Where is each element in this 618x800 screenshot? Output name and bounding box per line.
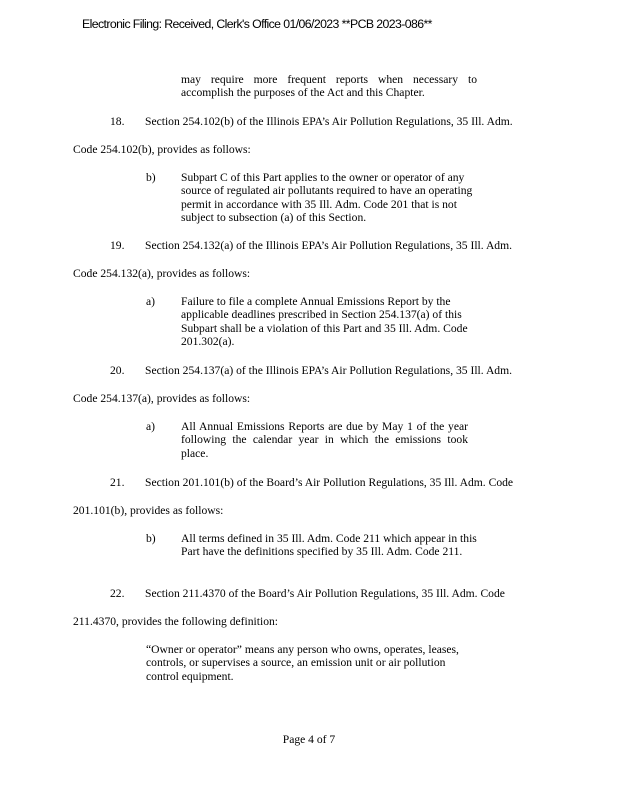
paragraph-number: 18.: [110, 115, 125, 128]
page-number: Page 4 of 7: [282, 733, 336, 746]
paragraph-line: 201.101(b), provides as follows:: [73, 504, 224, 517]
paragraph-line: 211.4370, provides the following definition:: [73, 615, 279, 628]
paragraph-line: Code 254.132(a), provides as follows:: [73, 267, 251, 280]
paragraph-line: Section 201.101(b) of the Board’s Air Pollution Regulations, 35 Ill. Adm. Code: [145, 476, 514, 489]
quote-block: Subpart C of this Part applies to the owner or operator of any source of regulated air pollutants required to have an operating permit in accordance with 35 Ill. Adm. Code 201 that is not subject to subsection (a) of this Section.: [181, 171, 473, 225]
quote-continuation: may require more frequent reports when necessary to accomplish the purposes of the Act and this Chapter.: [181, 73, 477, 100]
quote-label: b): [146, 532, 156, 545]
quote-block: “Owner or operator” means any person who owns, operates, leases, controls, or supervises a source, an emission unit or air pollution control equipment.: [146, 643, 459, 683]
filing-header: Electronic Filing: Received, Clerk's Office 01/06/2023 **PCB 2023-086**: [82, 17, 432, 31]
quote-block: All Annual Emissions Reports are due by May 1 of the year following the calendar year in which the emissions took place.: [181, 420, 468, 460]
quote-block: Failure to file a complete Annual Emissions Report by the applicable deadlines prescribed in Section 254.137(a) of this Subpart shall be a violation of this Part and 35 Ill. Adm. Code 201.302(a).: [181, 295, 468, 349]
paragraph-line: Code 254.137(a), provides as follows:: [73, 392, 251, 405]
paragraph-line: Code 254.102(b), provides as follows:: [73, 143, 251, 156]
paragraph-line: Section 254.132(a) of the Illinois EPA’s Air Pollution Regulations, 35 Ill. Adm.: [145, 239, 513, 252]
paragraph-number: 19.: [110, 239, 125, 252]
paragraph-number: 20.: [110, 364, 125, 377]
paragraph-line: Section 254.137(a) of the Illinois EPA’s Air Pollution Regulations, 35 Ill. Adm.: [145, 364, 513, 377]
quote-label: a): [146, 295, 156, 308]
paragraph-line: Section 254.102(b) of the Illinois EPA’s Air Pollution Regulations, 35 Ill. Adm.: [145, 115, 513, 128]
quote-label: b): [146, 171, 156, 184]
paragraph-line: Section 211.4370 of the Board’s Air Pollution Regulations, 35 Ill. Adm. Code: [145, 587, 505, 600]
paragraph-number: 21.: [110, 476, 125, 489]
quote-block: All terms defined in 35 Ill. Adm. Code 211 which appear in this Part have the definitions specified by 35 Ill. Adm. Code 211.: [181, 532, 477, 559]
paragraph-number: 22.: [110, 587, 125, 600]
quote-label: a): [146, 420, 156, 433]
